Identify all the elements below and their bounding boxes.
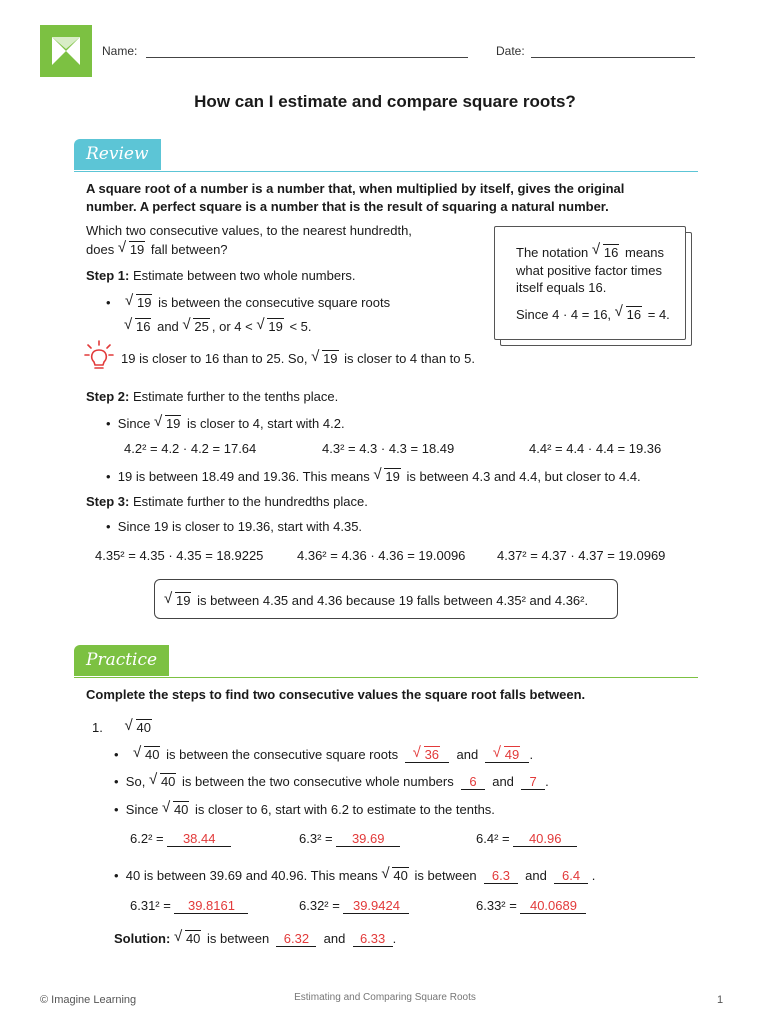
practice-bullet-2: • So, √ 40 is between the two consecutive whole numbers 6 and 7 . xyxy=(114,771,549,789)
calc-6-32: 6.32² = 39.9424 xyxy=(299,898,409,914)
sqrt-16: √ 16 xyxy=(591,241,619,260)
sqrt-19: √ 19 xyxy=(153,413,181,431)
calc-4-37: 4.37² = 4.37 · 4.37 = 19.0969 xyxy=(497,548,666,563)
answer-tenth-2[interactable]: 6.4 xyxy=(554,868,588,884)
result-text: √ 19 is between 4.35 and 4.36 because 19 falls between 4.35² and 4.36². xyxy=(164,590,589,608)
note-line-2: what positive factor times xyxy=(516,263,662,278)
practice-instructions: Complete the steps to find two consecutive values the square root falls between. xyxy=(86,687,586,702)
calc-6-3: 6.3² = 39.69 xyxy=(299,831,400,847)
sqrt-16: √ 16 xyxy=(124,316,151,334)
logo-icon xyxy=(40,25,92,77)
sqrt-19: √ 19 xyxy=(311,348,338,366)
name-label: Name: xyxy=(102,44,138,58)
definition-line-1: A square root of a number is a number that, when multiplied by itself, gives the original xyxy=(86,181,625,196)
calc-4-35: 4.35² = 4.35 · 4.35 = 18.9225 xyxy=(95,548,264,563)
step2-bullet-2: • 19 is between 18.49 and 19.36. This means √ 19 is between 4.3 and 4.4, but closer to 4.4. xyxy=(106,466,641,484)
calc-4-36: 4.36² = 4.36 · 4.36 = 19.0096 xyxy=(297,548,466,563)
step1-bullet-1-cont: √ 16 and √ 25 , or 4 < √ 19 < 5. xyxy=(124,316,312,334)
step3-bullet-1: • Since 19 is closer to 19.36, start with 4.35. xyxy=(106,519,363,534)
page-title: How can I estimate and compare square roots? xyxy=(194,92,576,111)
question-fall: fall between? xyxy=(150,242,228,257)
calc-6-31: 6.31² = 39.8161 xyxy=(130,898,248,914)
calc-4-3: 4.3² = 4.3 · 4.3 = 18.49 xyxy=(322,441,455,456)
lightbulb-icon xyxy=(84,340,114,372)
practice-bullet-3: • Since √ 40 is closer to 6, start with 6.2 to estimate to the tenths. xyxy=(114,799,495,817)
sqrt-25: √ 25 xyxy=(182,316,209,334)
answer-6-3-squared[interactable]: 39.69 xyxy=(336,831,400,847)
tip-text: 19 is closer to 16 than to 25. So, √ 19 is closer to 4 than to 5. xyxy=(121,348,475,366)
logo xyxy=(40,25,92,77)
review-divider xyxy=(74,171,698,172)
sqrt-19: √ 19 xyxy=(117,239,145,257)
answer-6-2-squared[interactable]: 38.44 xyxy=(167,831,231,847)
answer-solution-2[interactable]: 6.33 xyxy=(353,931,393,947)
step1 xyxy=(86,268,356,283)
step1-text: Estimate between two whole numbers. xyxy=(132,268,356,283)
answer-whole-2[interactable]: 7 xyxy=(521,774,545,790)
sqrt-40: √ 40 xyxy=(381,865,408,883)
step1-label: Step 1: xyxy=(86,268,130,283)
sqrt-19: √ 19 xyxy=(373,466,400,484)
answer-sqrt-36[interactable]: √ 36 xyxy=(405,747,449,763)
definition-line-2: number. A perfect square is a number that is the result of squaring a natural number. xyxy=(86,199,609,214)
page-number: 1 xyxy=(717,994,724,1006)
practice-bullet-1: • √ 40 is between the consecutive square roots √ 36 and √ 49 . xyxy=(114,744,534,762)
note-line-1: The notation √ 16 means xyxy=(516,241,665,260)
sqrt-40: √ 40 xyxy=(133,744,160,762)
calc-6-33: 6.33² = 40.0689 xyxy=(476,898,586,914)
answer-6-4-squared[interactable]: 40.96 xyxy=(513,831,577,847)
step2: Step 2: Estimate further to the tenths place. xyxy=(86,389,339,404)
sqrt-40: √ 40 xyxy=(124,717,151,735)
sqrt-40: √ 40 xyxy=(148,771,176,789)
calc-4-4: 4.4² = 4.4 · 4.4 = 19.36 xyxy=(529,441,662,456)
calc-6-2: 6.2² = 38.44 xyxy=(130,831,231,847)
answer-6-31-squared[interactable]: 39.8161 xyxy=(174,898,248,914)
question-line-1: Which two consecutive values, to the nearest hundredth, xyxy=(86,223,412,238)
step3: Step 3: Estimate further to the hundredths place. xyxy=(86,494,368,509)
sqrt-40: √ 40 xyxy=(173,928,201,946)
footer-copyright: © Imagine Learning xyxy=(40,994,137,1006)
review-tag: Review xyxy=(74,139,161,170)
sqrt-19: √ 19 xyxy=(256,316,283,334)
answer-6-33-squared[interactable]: 40.0689 xyxy=(520,898,586,914)
sqrt-16: √ 16 xyxy=(614,303,642,322)
sqrt-40: √ 40 xyxy=(161,799,189,817)
practice-tag: Practice xyxy=(74,645,169,676)
question-line-2 xyxy=(86,239,228,257)
question-does: does xyxy=(86,242,115,257)
practice-bullet-4: • 40 is between 39.69 and 40.96. This means √ 40 is between 6.3 and 6.4 . xyxy=(114,865,596,883)
answer-6-32-squared[interactable]: 39.9424 xyxy=(343,898,409,914)
date-field[interactable] xyxy=(531,57,695,58)
answer-solution-1[interactable]: 6.32 xyxy=(276,931,316,947)
footer-title: Estimating and Comparing Square Roots xyxy=(294,992,476,1003)
calc-6-4: 6.4² = 40.96 xyxy=(476,831,577,847)
problem-1: 1. √ 40 xyxy=(92,717,151,735)
name-field[interactable] xyxy=(146,57,468,58)
solution: Solution: √ 40 is between 6.32 and 6.33 . xyxy=(114,928,397,946)
step2-bullet-1: • Since √ 19 is closer to 4, start with 4.2. xyxy=(106,413,345,431)
answer-whole-1[interactable]: 6 xyxy=(461,774,485,790)
practice-divider xyxy=(74,677,698,678)
date-label: Date: xyxy=(496,44,525,58)
step1-bullet-1: • √ 19 is between the consecutive square roots xyxy=(106,292,391,310)
sqrt-19: √ 19 xyxy=(164,590,191,608)
calc-4-2: 4.2² = 4.2 · 4.2 = 17.64 xyxy=(124,441,257,456)
answer-tenth-1[interactable]: 6.3 xyxy=(484,868,518,884)
sqrt-19: √ 19 xyxy=(125,292,152,310)
note-line-3: itself equals 16. xyxy=(516,280,607,295)
answer-sqrt-49[interactable]: √ 49 xyxy=(485,747,529,763)
note-line-4: Since 4 · 4 = 16, √ 16 = 4. xyxy=(516,303,670,322)
